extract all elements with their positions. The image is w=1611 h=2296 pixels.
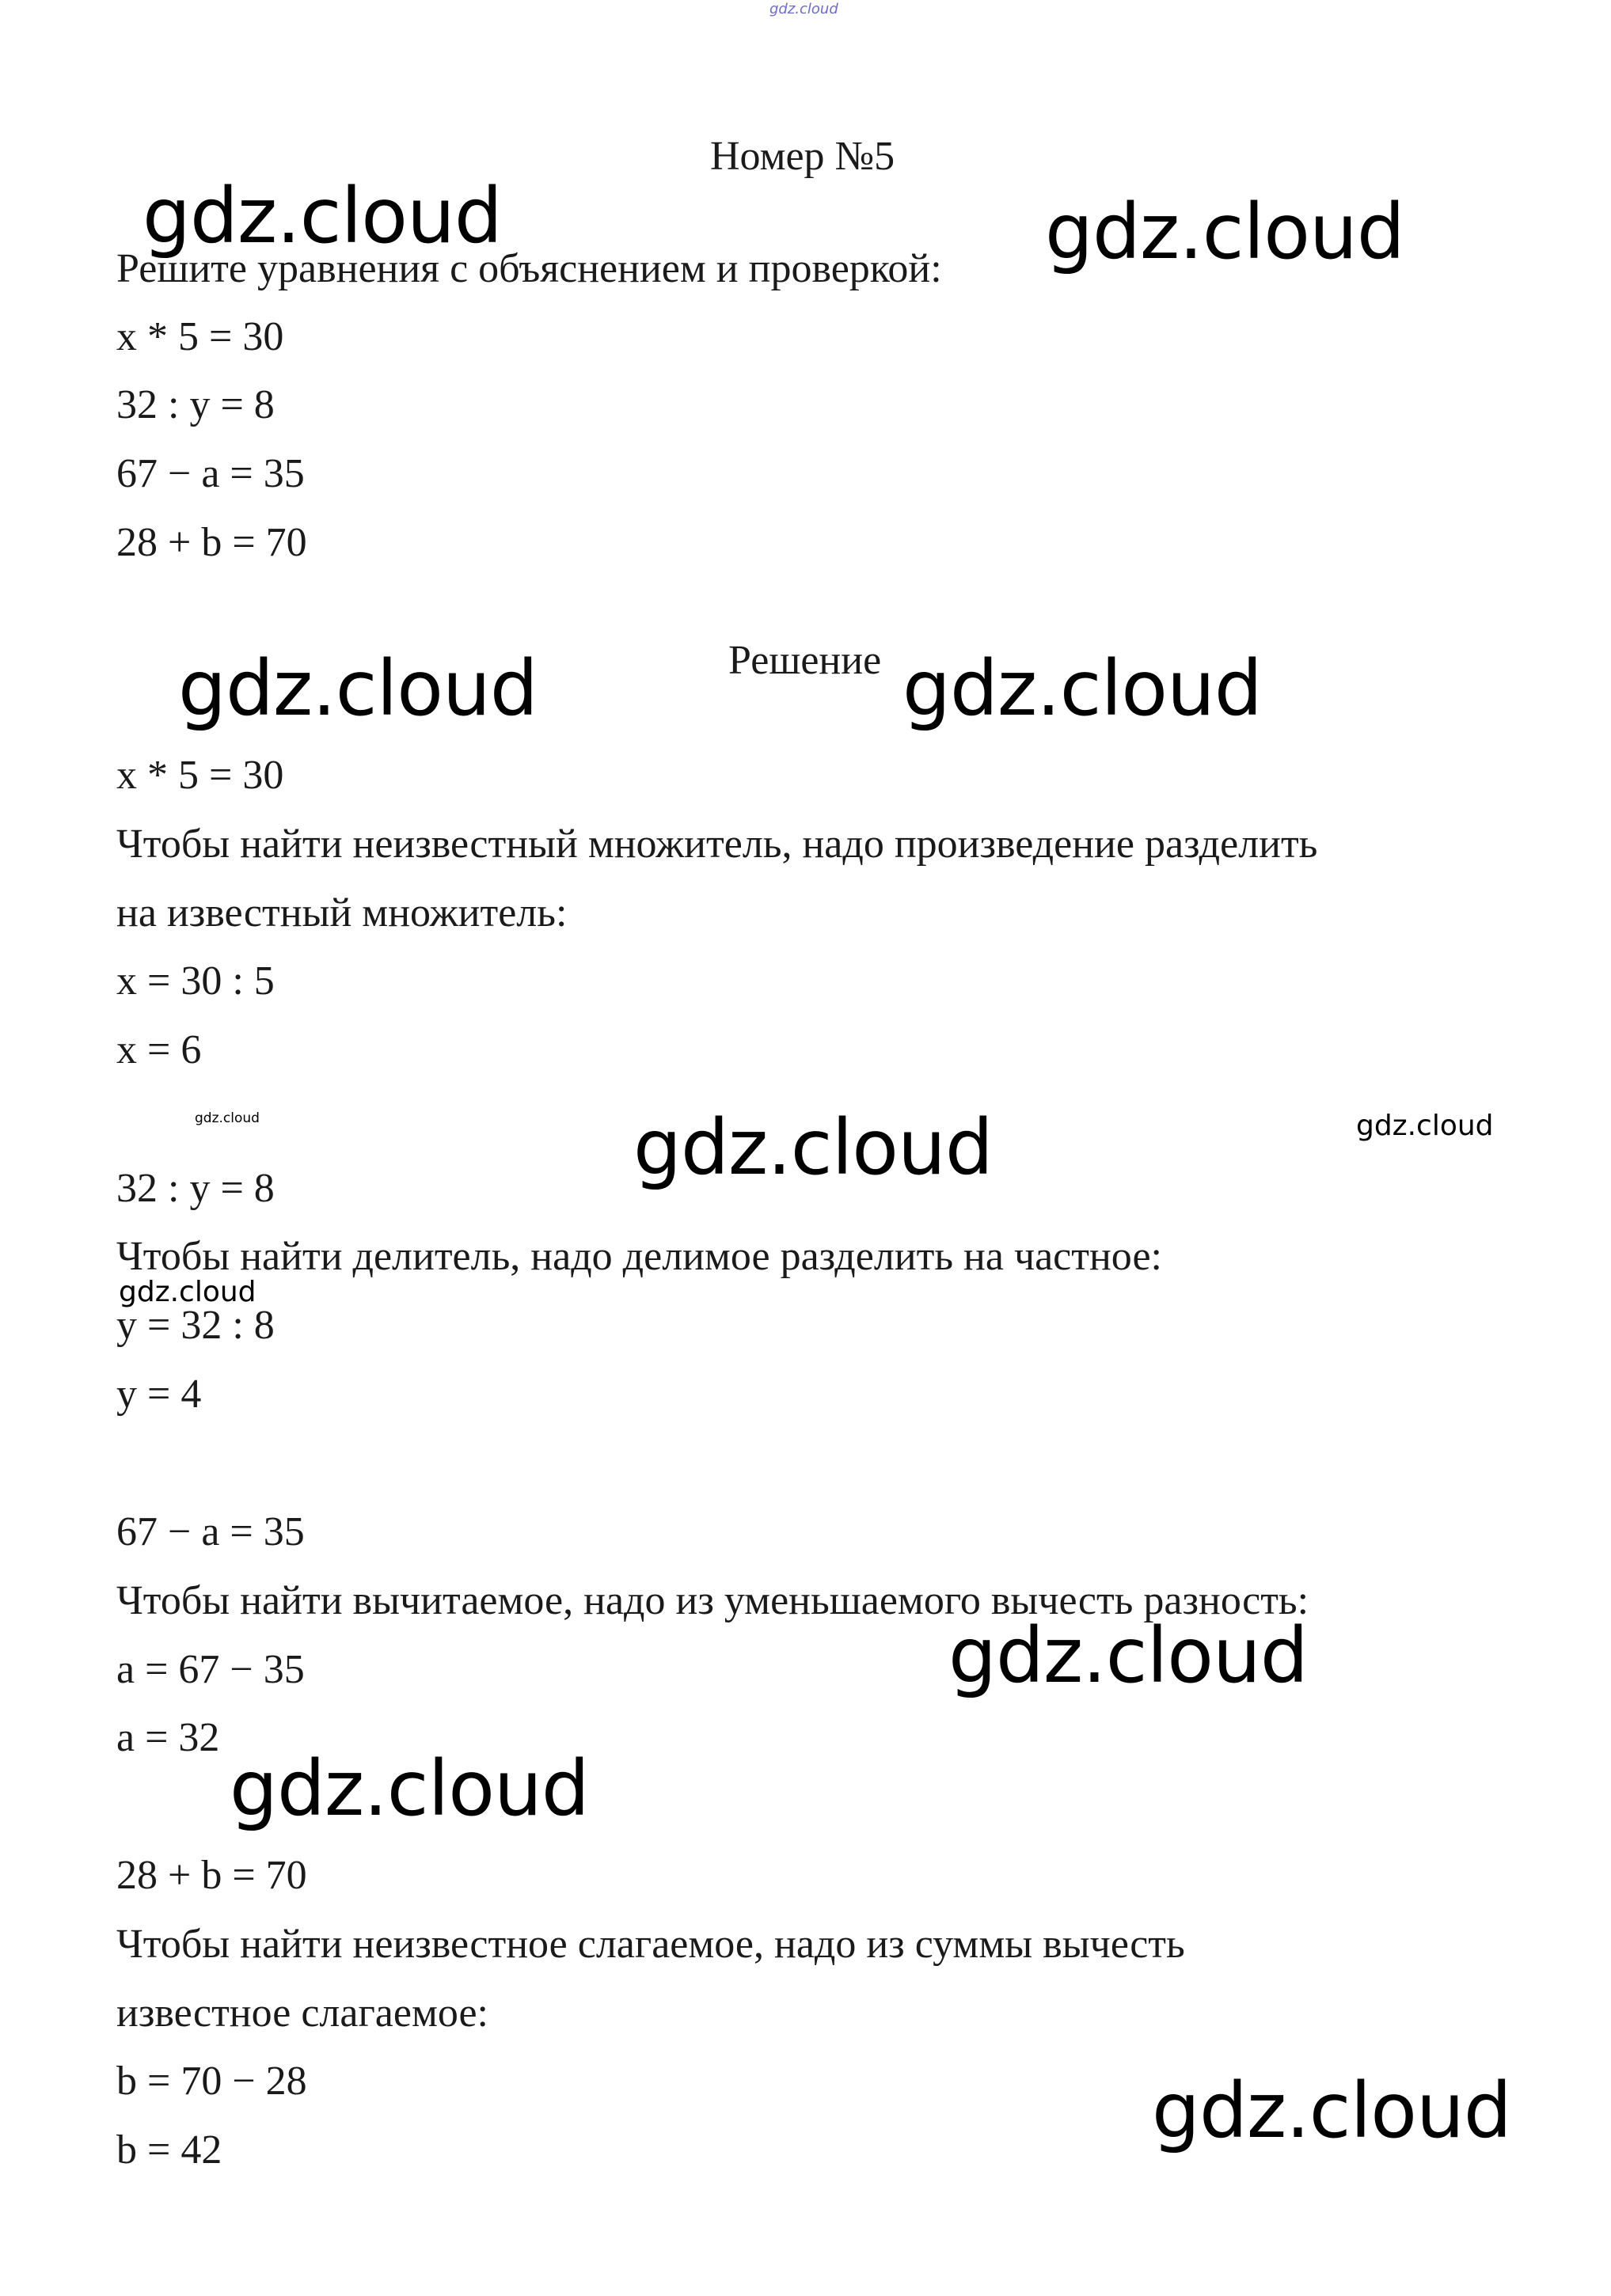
watermark: gdz.cloud: [1045, 188, 1404, 276]
task-equation-3: 67 − a = 35: [116, 451, 305, 496]
step1-equation: x * 5 = 30: [116, 753, 284, 798]
step1-work-line1: x = 30 : 5: [116, 958, 275, 1004]
watermark-top: gdz.cloud: [769, 1, 838, 17]
watermark: gdz.cloud: [1356, 1110, 1494, 1142]
step1-work-line2: x = 6: [116, 1027, 202, 1072]
watermark: gdz.cloud: [633, 1103, 993, 1192]
task-prompt: Решите уравнения с объяснением и проверкой:: [116, 246, 942, 291]
page-title: Номер №5: [710, 134, 895, 179]
step4-work-line1: b = 70 − 28: [116, 2059, 307, 2104]
step3-explanation-line1: Чтобы найти вычитаемое, надо из уменьшаемого вычесть разность:: [116, 1578, 1309, 1623]
step4-explanation-line1: Чтобы найти неизвестное слагаемое, надо из суммы вычесть: [116, 1922, 1185, 1967]
step4-work-line2: b = 42: [116, 2127, 222, 2173]
task-equation-1: x * 5 = 30: [116, 314, 284, 359]
watermark: gdz.cloud: [902, 644, 1262, 733]
watermark: gdz.cloud: [1152, 2066, 1511, 2155]
step3-work-line1: a = 67 − 35: [116, 1647, 305, 1692]
step3-equation: 67 − a = 35: [116, 1509, 305, 1554]
step2-work-line2: y = 4: [116, 1372, 202, 1417]
step4-explanation-line2: известное слагаемое:: [116, 1990, 489, 2036]
step1-explanation-line2: на известный множитель:: [116, 890, 568, 935]
step2-explanation-line1: Чтобы найти делитель, надо делимое разделить на частное:: [116, 1234, 1162, 1279]
watermark: gdz.cloud: [178, 644, 538, 733]
step2-equation: 32 : y = 8: [116, 1166, 275, 1211]
step3-work-line2: a = 32: [116, 1715, 220, 1760]
watermark: gdz.cloud: [142, 172, 502, 260]
task-equation-2: 32 : y = 8: [116, 382, 275, 427]
step1-explanation-line1: Чтобы найти неизвестный множитель, надо произведение разделить: [116, 822, 1318, 867]
watermark: gdz.cloud: [195, 1110, 260, 1126]
watermark: gdz.cloud: [948, 1611, 1308, 1700]
solution-heading: Решение: [728, 638, 882, 683]
step2-work-line1: y = 32 : 8: [116, 1303, 275, 1348]
task-equation-4: 28 + b = 70: [116, 520, 307, 565]
watermark: gdz.cloud: [230, 1744, 589, 1833]
watermark: gdz.cloud: [119, 1276, 256, 1308]
step4-equation: 28 + b = 70: [116, 1853, 307, 1898]
